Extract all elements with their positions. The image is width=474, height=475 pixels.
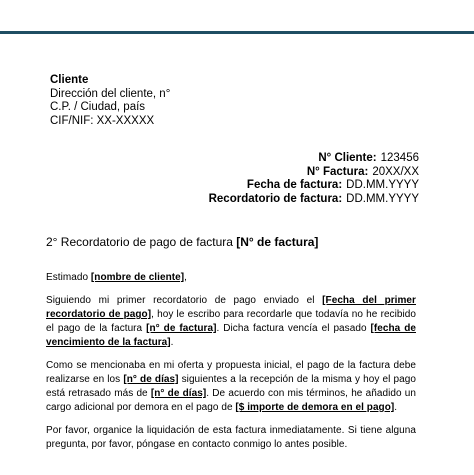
reminder-date-value: DD.MM.YYYY <box>346 192 419 205</box>
paragraph-closing-request: Por favor, organice la liquidación de esta factura inmediatamente. Si tiene alguna pregunta, por favor, póngase en contacto conmigo lo antes posible. <box>46 425 416 450</box>
p1-text-c: . Dicha factura vencía el pasado <box>216 323 371 334</box>
late-fee-placeholder: [$ importe de demora en el pago] <box>235 402 395 413</box>
client-address: Dirección del cliente, n° <box>50 87 171 100</box>
header-rule <box>0 31 474 34</box>
first-reminder-date-placeholder: [Fecha del primer recordatorio de pago] <box>46 295 416 320</box>
paragraph-terms <box>46 359 416 415</box>
invoice-date-value: DD.MM.YYYY <box>346 179 419 191</box>
subject-placeholder: [N° de factura] <box>236 235 319 249</box>
invoice-number-value: 20XX/XX <box>372 165 419 178</box>
client-tax-id: CIF/NIF: XX-XXXXX <box>50 114 155 127</box>
p2-text-a: Como se mencionaba en mi oferta y propuesta inicial, el pago de la factura debe realizarse en los <box>46 360 416 385</box>
p1-text-b: , hoy le escribo para recordarle que todavía no he recibido el pago de la factura <box>46 309 416 334</box>
reminder-date-label: Recordatorio de factura: <box>208 192 343 205</box>
invoice-meta-block <box>209 152 419 206</box>
invoice-number-placeholder: [n° de factura] <box>146 323 217 334</box>
p2-text-c: . De acuerdo con mis términos, he añadido un cargo adicional por demora en el pago de <box>46 388 416 413</box>
subject-text: 2° Recordatorio de pago de factura <box>46 235 237 249</box>
subject-line <box>46 235 318 249</box>
p1-text-d: . <box>170 337 174 348</box>
client-city: C.P. / Ciudad, país <box>50 101 146 113</box>
client-number-label: N° Cliente: <box>318 152 377 164</box>
paragraph-first-reminder <box>46 294 416 350</box>
letter-body <box>46 271 416 461</box>
greeting-comma: , <box>184 272 187 283</box>
client-number-value: 123456 <box>380 152 419 164</box>
p2-text-b: siguientes a la recepción de la misma y hoy el pago está retrasado más de <box>46 374 416 399</box>
days-placeholder-2: [n° de días] <box>150 388 207 399</box>
days-placeholder-1: [n° de días] <box>123 374 179 385</box>
greeting-text: Estimado <box>46 272 91 283</box>
p1-text-a: Siguiendo mi primer recordatorio de pago enviado el <box>46 295 323 306</box>
reminder-date-row <box>209 193 419 207</box>
client-name-placeholder: [nombre de cliente] <box>90 272 185 283</box>
greeting <box>46 271 416 285</box>
client-address-block <box>50 74 170 128</box>
p2-text-d: . <box>394 402 398 413</box>
invoice-date-label: Fecha de factura: <box>246 179 343 191</box>
client-number-row <box>209 152 419 166</box>
client-name: Cliente <box>50 74 89 86</box>
invoice-number-label: N° Factura: <box>306 165 369 178</box>
invoice-number-row <box>209 166 419 180</box>
due-date-placeholder: [fecha de vencimiento de la factura] <box>46 323 416 348</box>
invoice-date-row <box>209 179 419 193</box>
